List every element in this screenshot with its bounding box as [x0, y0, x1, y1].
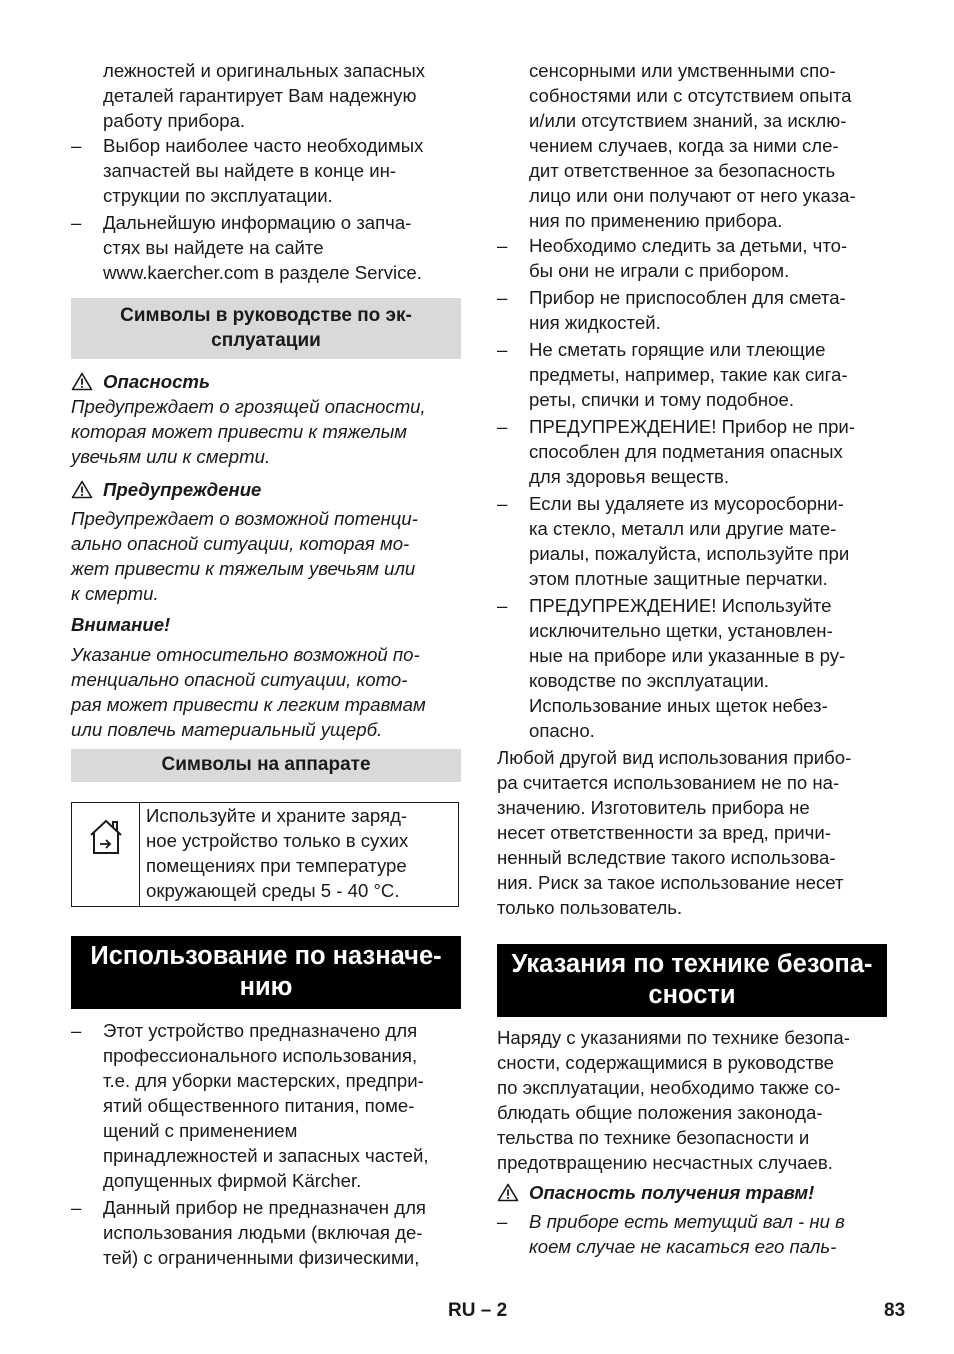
symbol-table [71, 802, 459, 907]
list-item: – Если вы удаляете из мусоросборни- ка стекло, металл или другие мате- риалы, пожалуйста, используйте при этом плотные защитные перчатки. [497, 491, 887, 591]
injury-warning-heading: Опасность получения травм! [497, 1180, 887, 1205]
section-heading-symbols-manual: Символы в руководстве по эк- сплуатации [71, 298, 461, 359]
list-item: – Необходимо следить за детьми, что- бы они не играли с прибором. [497, 233, 887, 283]
list-item: – Прибор не приспособлен для смета- ния жидкостей. [497, 285, 887, 335]
caution-heading: Внимание! [71, 614, 171, 635]
list-item: – ПРЕДУПРЕЖДЕНИЕ! Используйте исключительно щетки, установлен- ные на приборе или указанные в ру- ководстве по эксплуатации. Использование иных щеток небез- опасно. [497, 593, 887, 743]
section-heading-intended-use: Использование по назначе- нию [71, 936, 461, 1009]
list-item: – ПРЕДУПРЕЖДЕНИЕ! Прибор не при- способлен для подметания опасных для здоровья веществ. [497, 414, 887, 489]
symbol-description: Используйте и храните заряд- ное устройство только в сухих помещениях при температуре окружающей среды 5 - 40 °C. [146, 805, 409, 901]
left-column [71, 58, 461, 1272]
indoor-use-house-icon [87, 817, 125, 857]
list-item: – Не сметать горящие или тлеющие предметы, например, такие как сига- реты, спички и тому подобное. [497, 337, 887, 412]
list-item: – Дальнейшую информацию о запча- стях вы найдете на сайте www.kaercher.com в разделе Service. [71, 210, 461, 285]
continued-text: сенсорными или умственными спо- собностями или с отсутствием опыта и/или отсутствием знаний, за исклю- чением случаев, когда за ними сле- дит ответственное за безопасность лицо или они получают от него указа- ния по применению прибора. [529, 60, 856, 231]
warning-triangle-icon [497, 1183, 519, 1202]
footer-section-label: RU – 2 [448, 1300, 508, 1321]
list-item: – Данный прибор не предназначен для использования людьми (включая де- тей) с ограниченными физическими, [71, 1195, 461, 1270]
danger-description: Предупреждает о грозящей опасности, которая может привести к тяжелым увечьям или к смерти. [71, 396, 426, 467]
warning-triangle-icon [71, 480, 93, 499]
list-item: – В приборе есть метущий вал - ни в коем случае не касаться его паль- [497, 1209, 887, 1259]
list-item: – Выбор наиболее часто необходимых запчастей вы найдете в конце ин- струкции по эксплуатации. [71, 133, 461, 208]
symbol-icon-cell [72, 803, 140, 906]
danger-heading: Опасность [71, 369, 461, 394]
page-number: 83 [884, 1300, 906, 1321]
section-heading-symbols-device: Символы на аппарате [71, 749, 461, 782]
safety-paragraph: Наряду с указаниями по технике безопа- сности, содержащимися в руководстве по эксплуатации, необходимо также со- блюдать общие положения законода- тельства по технике безопасности и предотвращению несчастных случаев. [497, 1027, 850, 1173]
section-heading-safety: Указания по технике безопа- сности [497, 944, 887, 1017]
right-column [497, 58, 887, 1261]
warning-description: Предупреждает о возможной потенци- ально опасной ситуации, которая мо- жет привести к тяжелым увечьям или к смерти. [71, 508, 418, 604]
intro-text: лежностей и оригинальных запасных деталей гарантирует Вам надежную работу прибора. [103, 60, 426, 131]
list-item: – Этот устройство предназначено для профессионального использования, т.е. для уборки мастерских, предпри- ятий общественного питания, поме- щений с применением принадлежностей и запасных частей, допущенных фирмой Kärcher. [71, 1018, 461, 1193]
misuse-paragraph: Любой другой вид использования прибо- ра считается использованием не по на- значению. Изготовитель прибора не несет ответственности за вред, причи- ненный вследствие такого использова- ния. Риск за такое использование несет только пользователь. [497, 747, 852, 918]
warning-triangle-icon [71, 372, 93, 391]
caution-description: Указание относительно возможной по- тенциально опасной ситуации, кото- рая может привести к легким травмам или повлечь материальный ущерб. [71, 644, 426, 740]
warning-heading: Предупреждение [71, 477, 461, 502]
